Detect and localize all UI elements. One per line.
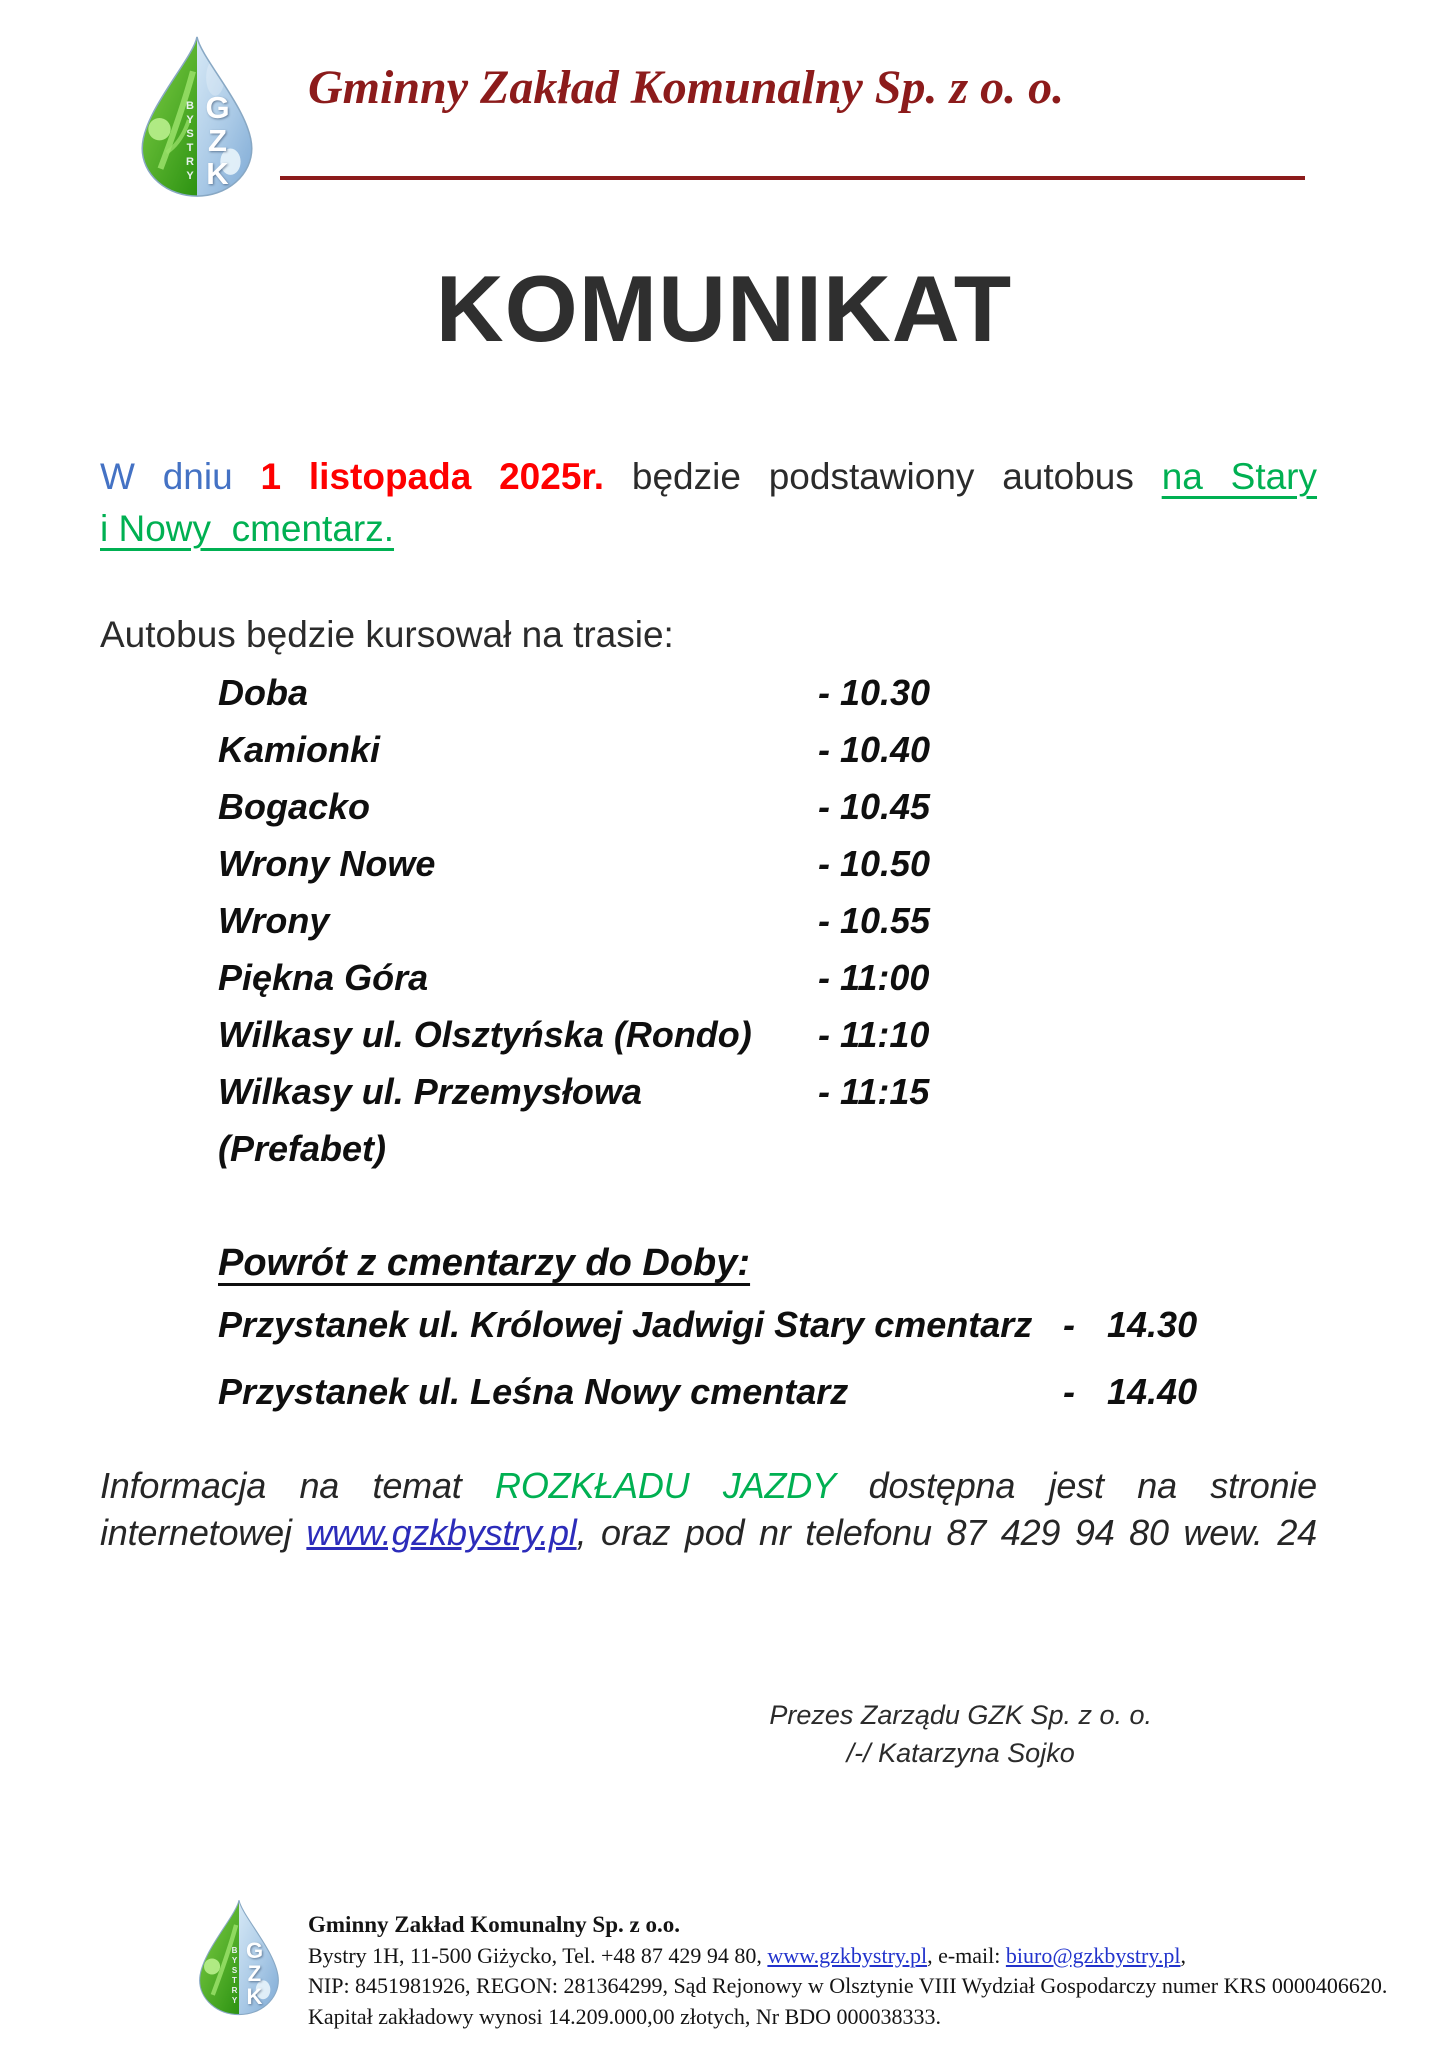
return-stop-name: Przystanek ul. Leśna Nowy cmentarz	[218, 1371, 849, 1412]
website-link[interactable]: www.gzkbystry.pl	[306, 1512, 577, 1553]
date-text: 1 listopada 2025r.	[260, 456, 605, 497]
stop-name: Wrony Nowe	[218, 843, 436, 884]
stop-name: Wilkasy ul. Olsztyńska (Rondo)	[218, 1014, 752, 1055]
stop-time: - 11:00	[818, 957, 930, 998]
signature-name: /-/ Katarzyna Sojko	[846, 1738, 1075, 1768]
logo-bystry-text: BYSTRY	[230, 1946, 239, 2006]
gzk-drop-logo	[126, 34, 268, 198]
schedule-row	[218, 664, 1317, 721]
info-paragraph	[100, 1462, 1317, 1556]
return-heading: Powrót z cmentarzy do Doby:	[218, 1242, 751, 1284]
schedule-row	[218, 892, 1317, 949]
footer-website-link[interactable]: www.gzkbystry.pl	[767, 1942, 928, 1968]
stop-time: - 11:15	[818, 1071, 930, 1112]
stop-time: - 10.40	[818, 729, 931, 770]
footer-gzk-logo	[188, 1898, 290, 2016]
logo-gzk-letters: GZK	[200, 90, 235, 189]
cemetery-highlight-2: i Nowy cmentarz.	[100, 508, 395, 549]
signature-area	[100, 1696, 1317, 1772]
schedule-row	[218, 1063, 1317, 1177]
company-name: Gminny Zakład Komunalny Sp. z o. o.	[308, 61, 1065, 114]
info-part1: Informacja na temat	[100, 1465, 462, 1506]
stop-name: Wilkasy ul. Przemysłowa (Prefabet)	[218, 1071, 642, 1169]
schedule-row	[218, 1006, 1317, 1063]
water-drop-icon	[126, 34, 268, 198]
stop-time: - 11:10	[818, 1014, 930, 1055]
stop-name: Piękna Góra	[218, 957, 429, 998]
return-dash: -	[1063, 1304, 1075, 1345]
footer-email-link[interactable]: biuro@gzkbystry.pl	[1005, 1942, 1181, 1968]
footer-company-name: Gminny Zakład Komunalny Sp. z o.o.	[308, 1912, 680, 1937]
stop-time: - 10.45	[818, 786, 931, 827]
return-time: 14.40	[1107, 1371, 1198, 1412]
schedule-list	[218, 664, 1317, 1177]
schedule-row	[218, 835, 1317, 892]
footer	[0, 1898, 1448, 2032]
route-intro: Autobus będzie kursował na trasie:	[100, 614, 674, 655]
return-list	[218, 1302, 1317, 1414]
return-row	[218, 1302, 1317, 1347]
info-part3: , oraz pod nr telefonu 87 429 94 80 wew. 24	[576, 1512, 1317, 1553]
footer-address-part1: Bystry 1H, 11-500 Giżycko, Tel. +48 87 429 94 80,	[308, 1942, 768, 1968]
footer-registry-line: NIP: 8451981926, REGON: 281364299, Sąd Rejonowy w Olsztynie VIII Wydział Gospodarczy numer KRS 0000406620.	[308, 1973, 1388, 1998]
content	[0, 451, 1448, 1772]
schedule-row	[218, 778, 1317, 835]
return-time: 14.30	[1107, 1304, 1198, 1345]
announcement-line-1	[100, 451, 1317, 503]
footer-address-part2: , e-mail:	[927, 1942, 1006, 1968]
announcement-paragraph	[100, 451, 1317, 555]
return-dash: -	[1063, 1371, 1075, 1412]
stop-time: - 10.30	[818, 672, 931, 713]
info-part2: dostępna jest na stronie internetowej	[100, 1465, 1317, 1553]
return-row	[218, 1369, 1317, 1414]
announcement-line-2	[100, 503, 1317, 555]
schedule-row	[218, 949, 1317, 1006]
cemetery-highlight-1: na Stary	[1161, 456, 1318, 497]
middle-text: będzie podstawiony autobus	[631, 456, 1134, 497]
stop-name: Doba	[218, 672, 308, 713]
stop-time: - 10.55	[818, 900, 931, 941]
header	[0, 0, 1448, 205]
stop-name: Kamionki	[218, 729, 381, 770]
footer-capital-line: Kapitał zakładowy wynosi 14.209.000,00 złotych, Nr BDO 000038333.	[308, 2003, 942, 2029]
stop-name: Bogacko	[218, 786, 371, 827]
stop-time: - 10.50	[818, 843, 931, 884]
footer-text	[308, 1898, 1387, 2032]
footer-address-line	[308, 1941, 1387, 1972]
signature-block	[769, 1696, 1152, 1772]
page-title: KOMUNIKAT	[435, 256, 1013, 361]
return-stop-name: Przystanek ul. Królowej Jadwigi Stary cmentarz	[218, 1304, 1033, 1345]
logo-bystry-text: BYSTRY	[184, 100, 196, 184]
signature-title: Prezes Zarządu GZK Sp. z o. o.	[769, 1700, 1152, 1730]
stop-name: Wrony	[218, 900, 330, 941]
footer-address-part3: ,	[1180, 1942, 1187, 1968]
schedule-row	[218, 721, 1317, 778]
timetable-highlight: ROZKŁADU JAZDY	[495, 1465, 836, 1506]
water-drop-icon	[188, 1898, 290, 2016]
header-rule	[280, 176, 1305, 180]
lead-text: W dniu	[100, 456, 233, 497]
logo-gzk-letters: GZK	[242, 1938, 267, 2007]
